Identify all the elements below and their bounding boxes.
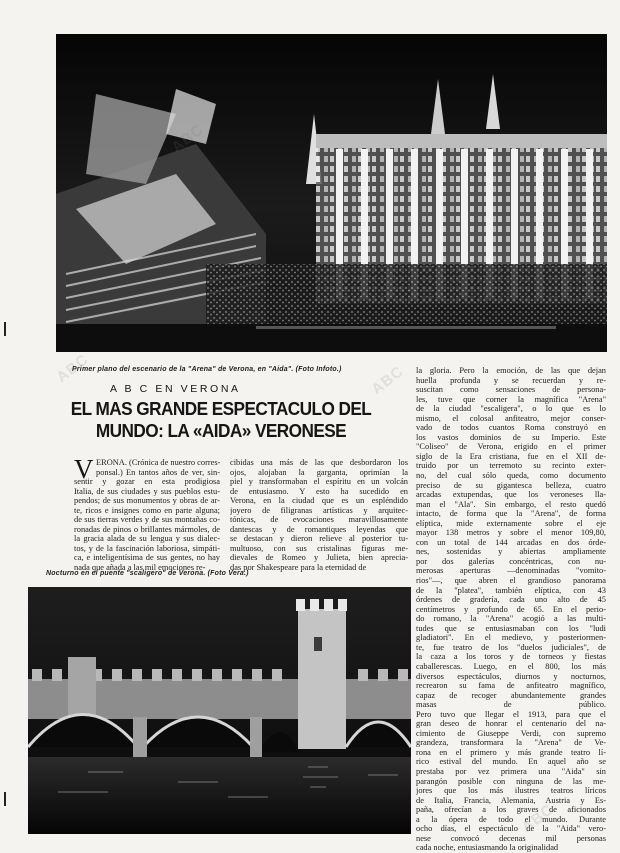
- article-line: ronadas de pinos o brillantes mármoles, de: [74, 524, 220, 534]
- article-line: tos, y de la fascinación laboriosa, simpáti-: [74, 543, 220, 553]
- scan-edge-mark: [4, 322, 6, 336]
- article-line: rico estival del mundo. En aquel año se: [416, 757, 606, 767]
- article-line: piel y transformaban el espíritu en un volcán: [230, 477, 408, 487]
- article-line: ocho días, el espectáculo de la "Aida" vero-: [416, 824, 606, 834]
- article-line: de la ciudad "escaligera", o lo que es lo: [416, 404, 606, 414]
- article-line: a la ópera de todo el mundo. Durante: [416, 814, 606, 824]
- article-line: siglo de la Era cristiana, fue en el XII de-: [416, 451, 606, 461]
- article-line: suscitan como sensaciones de persona-: [416, 385, 606, 395]
- article-line: jores que los más ilustres teatros líricos: [416, 786, 606, 796]
- article-line: vado de todos cuantos Roma construyó en: [416, 423, 606, 433]
- article-line: das por Shakespeare para la eternidad de: [230, 563, 367, 573]
- article-line: nese convocó decenas mil personas: [416, 833, 606, 843]
- article-line: man el "Ala". Sin embargo, el resto quedó: [416, 499, 606, 509]
- article-line: "Coliseo" de Verona, erigido en el primer: [416, 442, 606, 452]
- article-line: gran deseo de honrar el centenario del na-: [416, 719, 606, 729]
- article-line: de Italia, Francia, Alemania, Austria y Es-: [416, 795, 606, 805]
- article-line: centímetros y profundo de 65. En el perio-: [416, 604, 606, 614]
- article-line: tudes que se entusiasmaban con los "ludi: [416, 623, 606, 633]
- article-line: arcadas extupendas, que los veroneses lla-: [416, 490, 606, 500]
- article-line: capaz de recoger abundantemente grandes: [416, 690, 606, 700]
- article-line: órdenes de gradería, cada uno alto de 45: [416, 595, 606, 605]
- article-line: do romano, la "Arena" acogió a las multi-: [416, 614, 606, 624]
- article-line: recrearon su fama de anfiteatro magnífico,: [416, 681, 606, 691]
- article-line: te, fue teatro de los "duelos judiciales", de: [416, 642, 606, 652]
- photo-arena-stage: [56, 34, 607, 352]
- article-line: les, tuve que corner la magnífica "Arena": [416, 394, 606, 404]
- article-line: intacto, de forma que la "Arena", de forma: [416, 509, 606, 519]
- article-line: preciso de su gigantesca belleza, cuatro: [416, 480, 606, 490]
- article-line: elíptica, mide externamente sobre el eje: [416, 518, 606, 528]
- article-line: multuoso, con sus cristalinas figuras me-: [230, 543, 408, 553]
- article-line: Pero tuvo que llegar el 1913, para que el: [416, 709, 606, 719]
- article-line: tónicas, de evocaciones maravillosamente: [230, 515, 408, 525]
- article-line: por dos galerías concéntricas, con nu-: [416, 556, 606, 566]
- article-line: mayor 138 metros y sobre el menor 109,80,: [416, 528, 606, 538]
- article-line: paña, ofrecían a los graves de aficionados: [416, 805, 606, 815]
- article-line: Verona, en la ciudad que es un espléndido: [230, 496, 408, 506]
- article-line: diversos espectáculos, diurnos y nocturnos,: [416, 671, 606, 681]
- article-line: ponsal.) En tantos años de ver, sin-: [96, 467, 220, 477]
- article-line: la caza a los toros y de torneos y fiestas: [416, 652, 606, 662]
- section-label: A B C EN VERONA: [110, 383, 241, 395]
- article-line: ca, e inteligentísima de sus gentes, no hay: [74, 553, 220, 563]
- article-line: dievales de Romeo y Julieta, bien aprecia-: [230, 553, 408, 563]
- article-line: prestaba por vez primera una "Aida" sin: [416, 766, 606, 776]
- article-column-1: [74, 454, 220, 573]
- arena-stage-image: [56, 34, 607, 352]
- article-line: parangón posible con ninguna de las me-: [416, 776, 606, 786]
- article-line: dantescas y de romantiques leyendas que: [230, 524, 408, 534]
- article-line: se destacan y dieron relieve al posterior tu-: [230, 534, 408, 544]
- article-line: masas de público.: [416, 700, 606, 710]
- article-line: de entusiasmo. Y esto ha sucedido en: [230, 486, 408, 496]
- article-line: no, del cual sólo queda, como documento: [416, 471, 606, 481]
- article-line: huella profunda y se recuerdan y re-: [416, 375, 606, 385]
- article-line: rona en el primero y más grande teatro lí-: [416, 747, 606, 757]
- photo-caption-bottom: Nocturno en el puente "scaligero" de Verona. (Foto Vera.): [46, 570, 249, 577]
- article-headline: EL MAS GRANDE ESPECTACULO DEL MUNDO: LA «AIDA» VERONESE: [70, 398, 372, 441]
- article-line: caballerescas. Luego, en el 800, los más: [416, 661, 606, 671]
- watermark: ABC: [368, 362, 407, 399]
- article-line: rios"—, que abren el grandioso panorama: [416, 576, 606, 586]
- article-line: con un total de 144 arcadas en dos órde-: [416, 537, 606, 547]
- article-column-2: [230, 458, 408, 573]
- article-line: truido por un terremoto su recinto exter-: [416, 461, 606, 471]
- article-line: pendos; de sus monumentos y obras de ar-: [74, 496, 220, 506]
- watermark: ABC: [53, 350, 92, 387]
- photo-scaliger-bridge: [28, 587, 411, 834]
- article-line: mismo, el colosal anfiteatro, mejor conser-: [416, 413, 606, 423]
- article-column-3: [416, 366, 606, 853]
- scaliger-bridge-image: [28, 587, 411, 834]
- article-line: joyero de filigranas artísticas y arquitec-: [230, 505, 408, 515]
- article-line: cada noche, entusiasmando la originalidad: [416, 843, 559, 853]
- article-line: la gracia alada de su lengua y sus dialec-: [74, 534, 220, 544]
- article-line: gladiatori". En el medievo, y posteriormen-: [416, 633, 606, 643]
- article-line: merosas aperturas —denominadas "vomito-: [416, 566, 606, 576]
- article-line: nada que añada a las mil emociones re-: [74, 563, 206, 573]
- article-line: cimiento de Giuseppe Verdi, con supremo: [416, 728, 606, 738]
- article-line: ojos, alojaban la garganta, oprimían la: [230, 467, 408, 477]
- photo-caption-top: Primer plano del escenario de la "Arena" de Verona, en "Aida". (Foto Infoto.): [72, 366, 342, 373]
- article-line: te, ricos e insignes como en parte alguna;: [74, 505, 220, 515]
- scan-edge-mark: [4, 792, 6, 806]
- article-line: nes, sostenidas y abiertas ampliamente: [416, 547, 606, 557]
- article-line: los vastos dominios de su Imperio. Este: [416, 432, 606, 442]
- article-line: cibidas una más de las que desbordaron los: [230, 458, 408, 467]
- article-line: sentir y gozar en esta prodigiosa: [74, 477, 220, 487]
- article-line: de sus tierras verdes y de sus montañas co-: [74, 515, 220, 525]
- watermark: ABC: [518, 800, 557, 837]
- article-line: Italia, de sus ciudades y sus pueblos estu-: [74, 486, 220, 496]
- dropcap: V: [74, 454, 94, 484]
- article-line: la gloria. Pero la emoción, de las que dejan: [416, 366, 606, 375]
- article-line: ERONA. (Crónica de nuestro corres-: [96, 458, 220, 467]
- article-line: de la "platea", también elíptica, con 43: [416, 585, 606, 595]
- article-line: grandeza, transformara la "Arena" de Ve-: [416, 738, 606, 748]
